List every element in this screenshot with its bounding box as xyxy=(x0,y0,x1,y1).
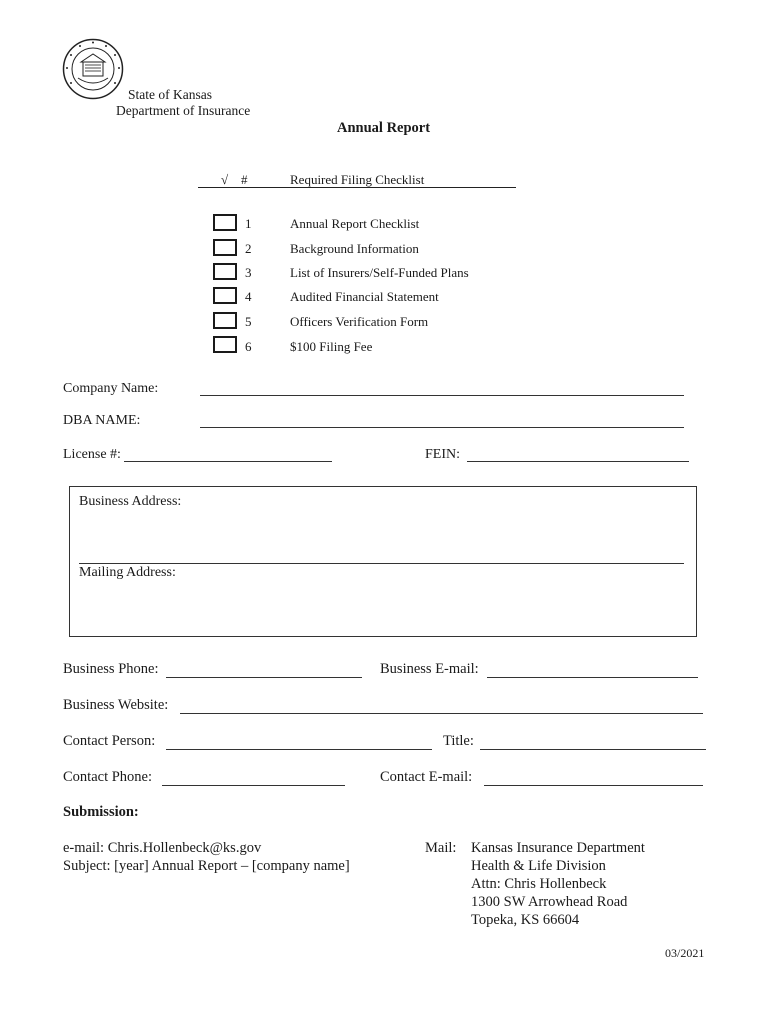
fein-label: FEIN: xyxy=(425,447,460,462)
submission-subject: Subject: [year] Annual Report – [company name] xyxy=(63,858,350,874)
checklist-num: 1 xyxy=(245,216,252,231)
state-name: State of Kansas xyxy=(128,87,212,102)
mailing-address-field[interactable] xyxy=(79,585,684,630)
department-name: Department of Insurance xyxy=(116,103,251,118)
form-date-code: 03/2021 xyxy=(665,946,705,960)
checklist-item-label: Officers Verification Form xyxy=(290,314,429,329)
business-email-field[interactable] xyxy=(487,677,698,678)
mail-line: 1300 SW Arrowhead Road xyxy=(471,894,628,910)
business-address-label: Business Address: xyxy=(79,494,182,509)
checkbox-item-1[interactable] xyxy=(213,214,237,231)
checkbox-item-2[interactable] xyxy=(213,239,237,256)
checklist-num: 4 xyxy=(245,289,252,304)
mail-line: Health & Life Division xyxy=(471,858,606,874)
dba-name-field[interactable] xyxy=(200,427,684,428)
checklist-item-label: List of Insurers/Self-Funded Plans xyxy=(290,265,469,280)
checklist-item-label: Background Information xyxy=(290,241,419,256)
mail-label: Mail: xyxy=(425,840,457,856)
business-email-label: Business E-mail: xyxy=(380,661,479,677)
checklist-col-check: √ xyxy=(221,172,229,187)
contact-person-label: Contact Person: xyxy=(63,733,156,749)
business-phone-label: Business Phone: xyxy=(63,661,159,677)
license-label: License #: xyxy=(63,447,121,462)
checklist-item-label: Audited Financial Statement xyxy=(290,289,439,304)
contact-email-label: Contact E-mail: xyxy=(380,769,473,785)
business-website-field[interactable] xyxy=(180,713,703,714)
checklist-num: 2 xyxy=(245,241,252,256)
page-title: Annual Report xyxy=(337,120,431,136)
fein-field[interactable] xyxy=(467,461,689,462)
checklist-num: 3 xyxy=(245,265,252,280)
business-address-field[interactable] xyxy=(79,563,684,564)
contact-phone-label: Contact Phone: xyxy=(63,769,153,785)
contact-email-field[interactable] xyxy=(484,785,703,786)
kansas-insurance-seal xyxy=(62,38,124,100)
contact-person-field[interactable] xyxy=(166,749,432,750)
checklist-num: 6 xyxy=(245,339,252,354)
business-website-label: Business Website: xyxy=(63,697,169,713)
checkbox-item-6[interactable] xyxy=(213,336,237,353)
company-name-label: Company Name: xyxy=(63,381,159,396)
license-field[interactable] xyxy=(124,461,332,462)
contact-phone-field[interactable] xyxy=(162,785,345,786)
mail-line: Kansas Insurance Department xyxy=(471,840,645,856)
title-field[interactable] xyxy=(480,749,706,750)
dba-name-label: DBA NAME: xyxy=(63,413,141,428)
company-name-field[interactable] xyxy=(200,395,684,396)
checkbox-item-5[interactable] xyxy=(213,312,237,329)
checkbox-item-4[interactable] xyxy=(213,287,237,304)
mailing-address-label: Mailing Address: xyxy=(79,565,176,580)
business-phone-field[interactable] xyxy=(166,677,362,678)
checklist-col-num: # xyxy=(241,172,248,187)
checkbox-item-3[interactable] xyxy=(213,263,237,280)
mail-line: Attn: Chris Hollenbeck xyxy=(471,876,607,892)
submission-heading: Submission: xyxy=(63,804,139,820)
mail-line: Topeka, KS 66604 xyxy=(471,912,580,928)
checklist-item-label: $100 Filing Fee xyxy=(290,339,373,354)
title-label: Title: xyxy=(443,733,474,749)
checklist-num: 5 xyxy=(245,314,252,329)
checklist-col-title: Required Filing Checklist xyxy=(290,172,425,187)
submission-email: e-mail: Chris.Hollenbeck@ks.gov xyxy=(63,840,262,856)
checklist-item-label: Annual Report Checklist xyxy=(290,216,420,231)
